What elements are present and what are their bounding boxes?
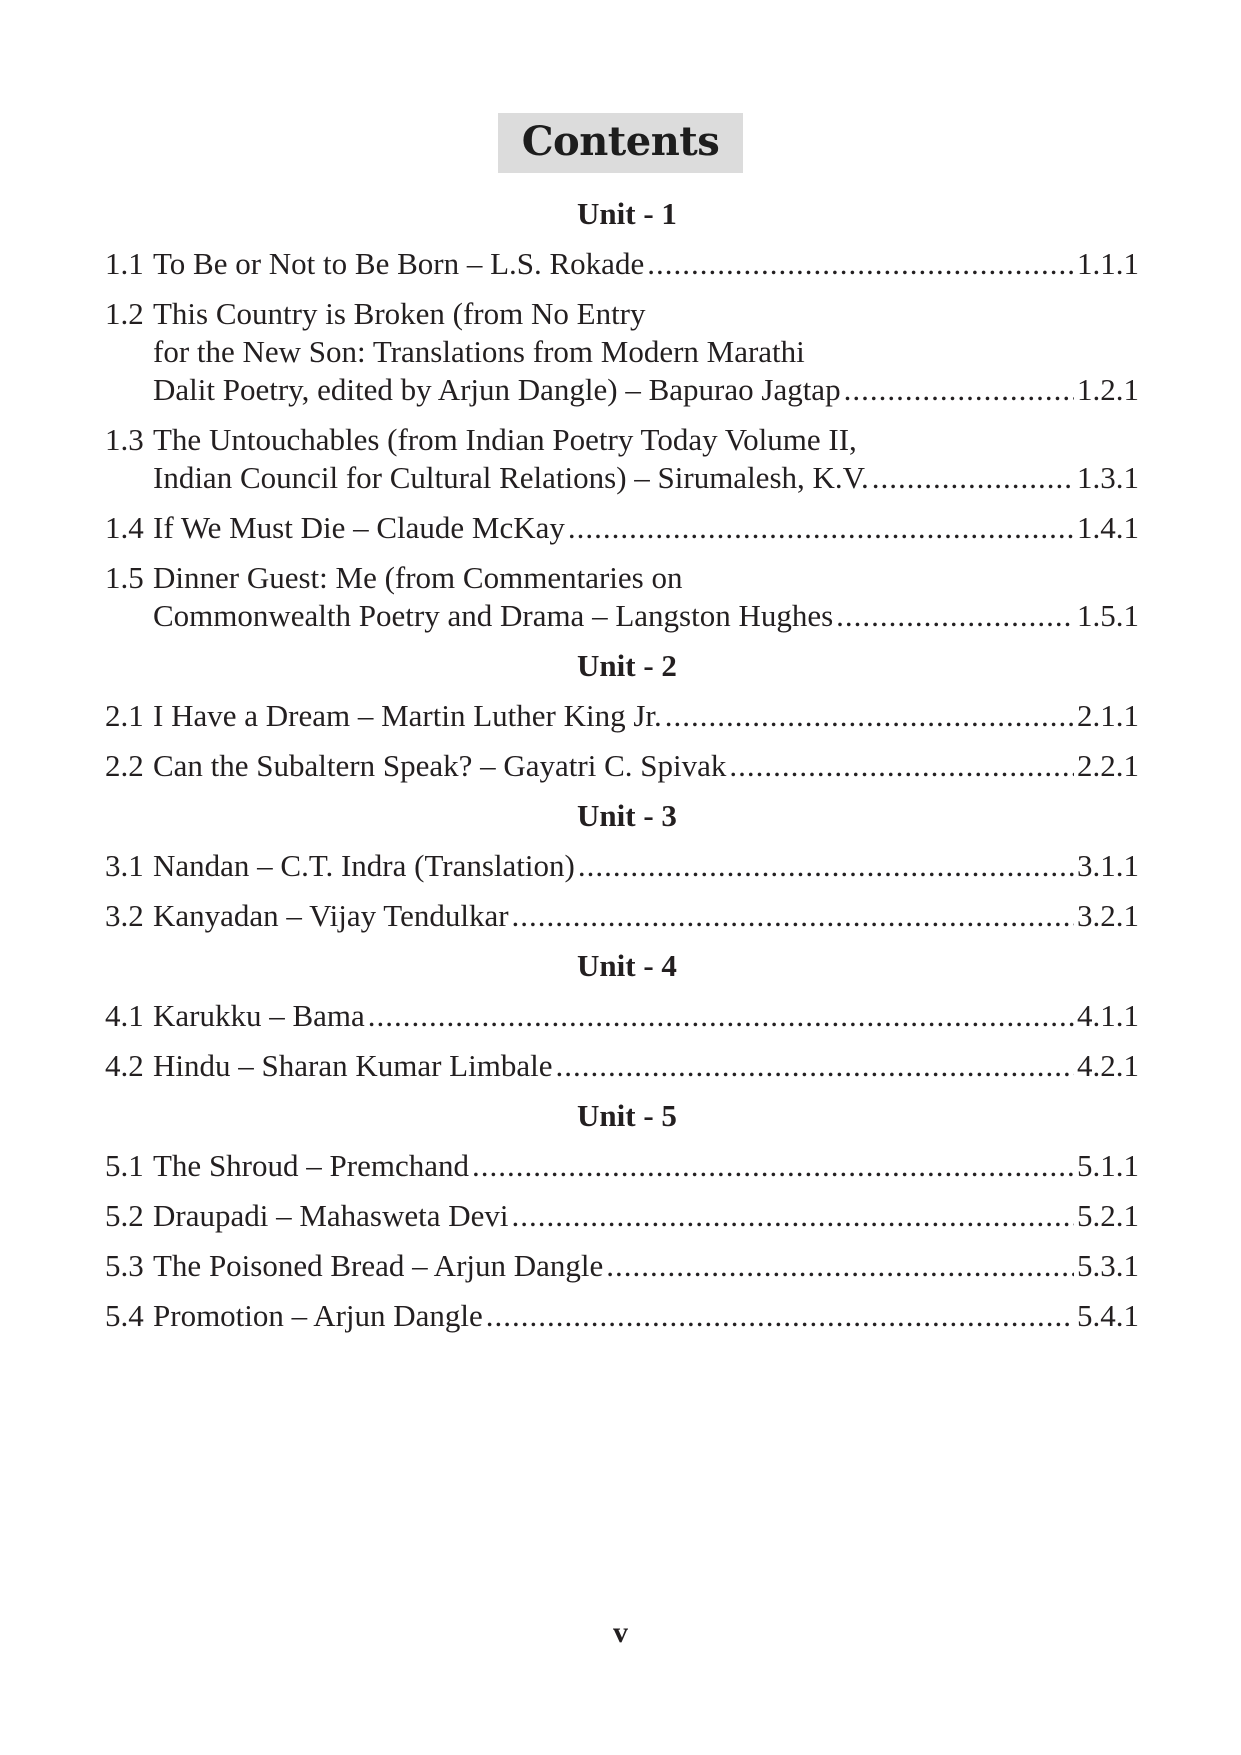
dot-leader bbox=[486, 1297, 1074, 1335]
dot-leader bbox=[665, 697, 1074, 735]
dot-leader bbox=[555, 1047, 1074, 1085]
toc-entry[interactable] bbox=[105, 1297, 1139, 1335]
entry-page-number: 1.4.1 bbox=[1077, 510, 1139, 545]
entry-title-line: Hindu – Sharan Kumar Limbale bbox=[153, 1048, 553, 1083]
toc-entry[interactable] bbox=[105, 1047, 1139, 1085]
entry-title-row bbox=[153, 245, 1139, 283]
entry-body bbox=[105, 1247, 1139, 1285]
unit-heading: Unit - 1 bbox=[577, 196, 677, 231]
toc-entry[interactable] bbox=[105, 997, 1139, 1035]
entry-title-line: The Untouchables (from Indian Poetry Today Volume II, bbox=[153, 422, 857, 457]
entry-body bbox=[105, 509, 1139, 547]
entry-title-row bbox=[153, 697, 1139, 735]
dot-leader bbox=[368, 997, 1074, 1035]
entry-number: 2.1 bbox=[105, 698, 144, 733]
entry-title-row bbox=[153, 1047, 1139, 1085]
entry-title-row bbox=[153, 371, 1139, 409]
entry-number: 5.3 bbox=[105, 1248, 144, 1283]
dot-leader bbox=[647, 245, 1074, 283]
toc-entry[interactable] bbox=[105, 559, 1139, 635]
entry-page-number: 1.2.1 bbox=[1077, 372, 1139, 407]
entry-number: 5.1 bbox=[105, 1148, 144, 1183]
toc-entry[interactable] bbox=[105, 697, 1139, 735]
entry-title-line: I Have a Dream – Martin Luther King Jr. bbox=[153, 698, 662, 733]
entry-number: 3.2 bbox=[105, 898, 144, 933]
entry-body bbox=[105, 245, 1139, 283]
entry-title-line: Promotion – Arjun Dangle bbox=[153, 1298, 483, 1333]
toc-entry[interactable] bbox=[105, 1147, 1139, 1185]
entry-number: 4.1 bbox=[105, 998, 144, 1033]
unit-heading: Unit - 5 bbox=[577, 1098, 677, 1133]
dot-leader bbox=[512, 897, 1074, 935]
dot-leader bbox=[606, 1247, 1074, 1285]
unit-heading: Unit - 2 bbox=[577, 648, 677, 683]
entry-title-line: Nandan – C.T. Indra (Translation) bbox=[153, 848, 575, 883]
entry-page-number: 3.2.1 bbox=[1077, 898, 1139, 933]
entry-title-line: To Be or Not to Be Born – L.S. Rokade bbox=[153, 246, 645, 281]
page-title: Contents bbox=[498, 113, 744, 173]
entry-title-line: Kanyadan – Vijay Tendulkar bbox=[153, 898, 509, 933]
entry-page-number: 1.1.1 bbox=[1077, 246, 1139, 281]
entry-page-number: 5.4.1 bbox=[1077, 1298, 1139, 1333]
entry-number: 1.5 bbox=[105, 560, 144, 595]
entry-number: 2.2 bbox=[105, 748, 144, 783]
entry-number: 1.4 bbox=[105, 510, 144, 545]
dot-leader bbox=[568, 509, 1074, 547]
entry-title-line: This Country is Broken (from No Entry bbox=[153, 296, 646, 331]
entry-page-number: 5.2.1 bbox=[1077, 1198, 1139, 1233]
entry-title-row bbox=[153, 997, 1139, 1035]
entry-number: 5.4 bbox=[105, 1298, 144, 1333]
entry-body bbox=[105, 1297, 1139, 1335]
toc-entry[interactable] bbox=[105, 897, 1139, 935]
entry-number: 3.1 bbox=[105, 848, 144, 883]
entry-title-row bbox=[153, 1247, 1139, 1285]
entry-body bbox=[105, 559, 1139, 635]
entry-body bbox=[105, 421, 1139, 497]
entry-title-line: Commonwealth Poetry and Drama – Langston Hughes bbox=[153, 598, 834, 633]
entry-number: 1.3 bbox=[105, 422, 144, 457]
entry-title-row bbox=[153, 747, 1139, 785]
dot-leader bbox=[578, 847, 1074, 885]
entry-title-line: Can the Subaltern Speak? – Gayatri C. Spivak bbox=[153, 748, 727, 783]
entry-title-row bbox=[153, 1297, 1139, 1335]
entry-title-row bbox=[153, 1197, 1139, 1235]
entry-number: 4.2 bbox=[105, 1048, 144, 1083]
entry-title-line: Indian Council for Cultural Relations) – Sirumalesh, K.V. bbox=[153, 460, 869, 495]
entry-body bbox=[105, 847, 1139, 885]
toc-entry[interactable] bbox=[105, 847, 1139, 885]
entry-page-number: 2.1.1 bbox=[1077, 698, 1139, 733]
entry-page-number: 1.3.1 bbox=[1077, 460, 1139, 495]
entry-body bbox=[105, 697, 1139, 735]
entry-title-line: Dinner Guest: Me (from Commentaries on bbox=[153, 560, 683, 595]
table-of-contents bbox=[105, 195, 1139, 1335]
dot-leader bbox=[836, 597, 1074, 635]
entry-title-line: for the New Son: Translations from Modern Marathi bbox=[153, 334, 805, 369]
entry-page-number: 3.1.1 bbox=[1077, 848, 1139, 883]
entry-number: 1.1 bbox=[105, 246, 144, 281]
toc-entry[interactable] bbox=[105, 421, 1139, 497]
dot-leader bbox=[872, 459, 1074, 497]
entry-title-row bbox=[153, 509, 1139, 547]
entry-body bbox=[105, 1197, 1139, 1235]
entry-title-line: The Shroud – Premchand bbox=[153, 1148, 469, 1183]
entry-page-number: 4.1.1 bbox=[1077, 998, 1139, 1033]
title-container bbox=[0, 113, 1241, 173]
toc-entry[interactable] bbox=[105, 1197, 1139, 1235]
entry-number: 5.2 bbox=[105, 1198, 144, 1233]
dot-leader bbox=[512, 1197, 1074, 1235]
entry-title-line: Draupadi – Mahasweta Devi bbox=[153, 1198, 509, 1233]
entry-page-number: 2.2.1 bbox=[1077, 748, 1139, 783]
entry-title-row bbox=[153, 459, 1139, 497]
entry-page-number: 4.2.1 bbox=[1077, 1048, 1139, 1083]
entry-body bbox=[105, 295, 1139, 409]
toc-entry[interactable] bbox=[105, 509, 1139, 547]
dot-leader bbox=[472, 1147, 1074, 1185]
entry-title-line: If We Must Die – Claude McKay bbox=[153, 510, 565, 545]
entry-title-line: Karukku – Bama bbox=[153, 998, 365, 1033]
toc-entry[interactable] bbox=[105, 245, 1139, 283]
entry-title-row bbox=[153, 897, 1139, 935]
entry-title-line: Dalit Poetry, edited by Arjun Dangle) – Bapurao Jagtap bbox=[153, 372, 841, 407]
dot-leader bbox=[729, 747, 1074, 785]
entry-body bbox=[105, 897, 1139, 935]
unit-heading: Unit - 4 bbox=[577, 948, 677, 983]
unit-heading: Unit - 3 bbox=[577, 798, 677, 833]
dot-leader bbox=[844, 371, 1074, 409]
entry-page-number: 5.3.1 bbox=[1077, 1248, 1139, 1283]
entry-body bbox=[105, 747, 1139, 785]
toc-entry[interactable] bbox=[105, 1247, 1139, 1285]
entry-page-number: 5.1.1 bbox=[1077, 1148, 1139, 1183]
entry-title-row bbox=[153, 597, 1139, 635]
entry-page-number: 1.5.1 bbox=[1077, 598, 1139, 633]
entry-body bbox=[105, 997, 1139, 1035]
page-number: v bbox=[613, 1616, 628, 1649]
toc-entry[interactable] bbox=[105, 747, 1139, 785]
entry-title-row bbox=[153, 1147, 1139, 1185]
entry-title-line: The Poisoned Bread – Arjun Dangle bbox=[153, 1248, 604, 1283]
entry-title-row bbox=[153, 847, 1139, 885]
toc-entry[interactable] bbox=[105, 295, 1139, 409]
entry-number: 1.2 bbox=[105, 296, 144, 331]
entry-body bbox=[105, 1047, 1139, 1085]
entry-body bbox=[105, 1147, 1139, 1185]
